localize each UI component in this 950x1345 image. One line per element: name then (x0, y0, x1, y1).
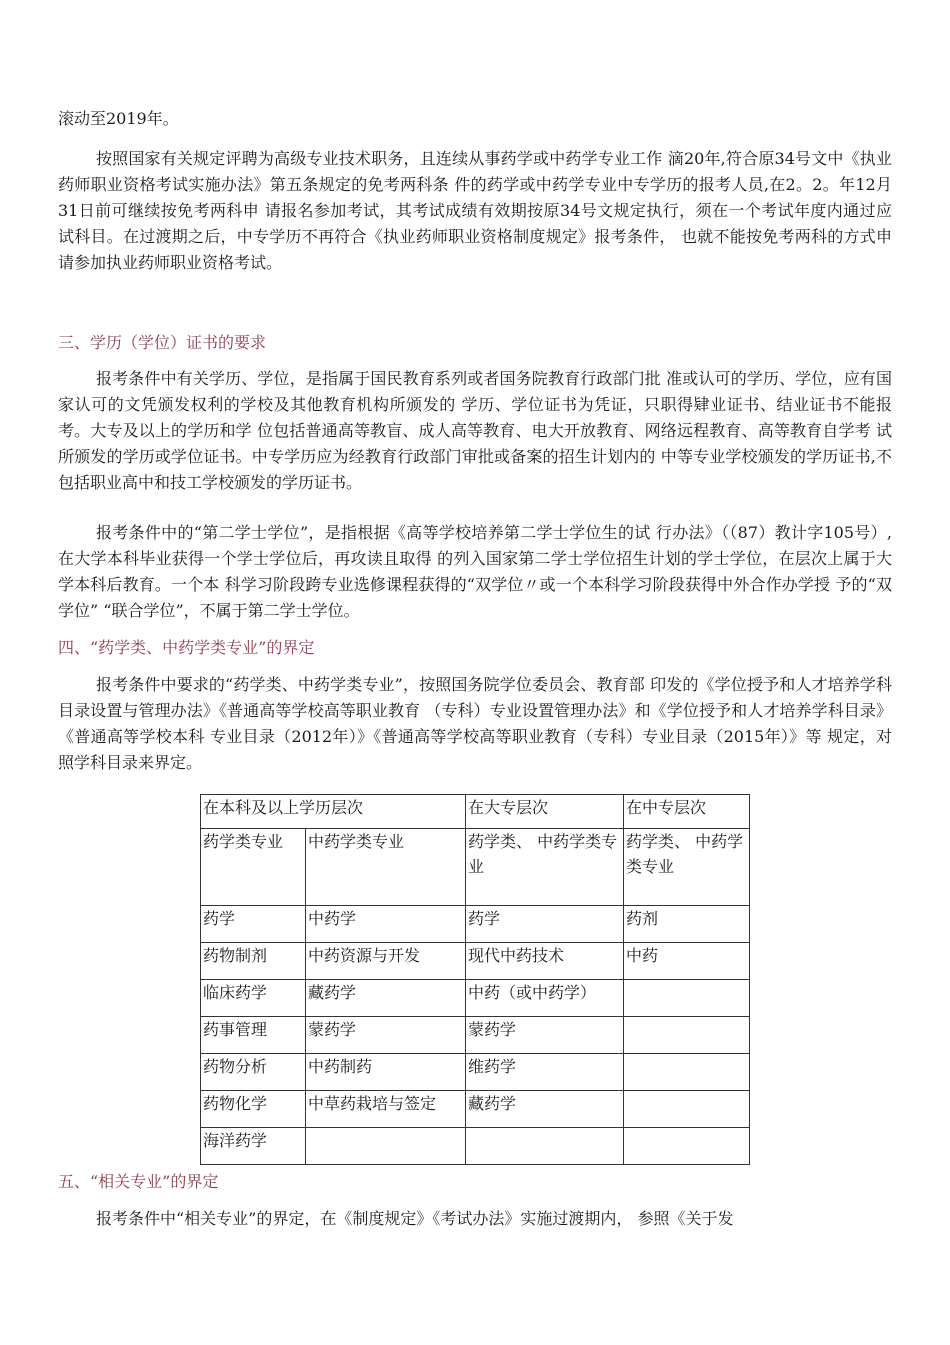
table-subheader-row (201, 829, 750, 906)
table-row (201, 980, 750, 1017)
table-cell: 中药 (624, 943, 750, 980)
subheader-cell: 中药学类专业 (306, 829, 466, 906)
table-cell: 药学 (466, 906, 624, 943)
table-cell: 维药学 (466, 1054, 624, 1091)
table-cell (306, 1128, 466, 1165)
table-cell: 药物化学 (201, 1091, 306, 1128)
subheader-cell: 药学类专业 (201, 829, 306, 906)
table-cell (624, 980, 750, 1017)
section-heading-5: 五、“相关专业”的界定 (58, 1172, 219, 1191)
table-cell: 蒙药学 (466, 1017, 624, 1054)
paragraph-continuation: 滚动至2019年。 (58, 109, 179, 128)
header-college: 在大专层次 (466, 795, 624, 829)
table-row (201, 906, 750, 943)
section-heading-3: 三、学历（学位）证书的要求 (58, 333, 267, 352)
table-cell (624, 1128, 750, 1165)
table-cell: 药剂 (624, 906, 750, 943)
subheader-cell: 药学类、 中药学类专业 (466, 829, 624, 906)
paragraph-degree-requirements: 报考条件中有关学历、学位，是指属于国民教育系列或者国务院教育行政部门批 准或认可的学历、学位，应有国家认可的文凭颁发权利的学校及其他教育机构所颁发的 学历、学位证书为凭证，只职得肄业证书、结业证书不能报考。大专及以上的学历和学 位包括普通高等教盲、成人高等教育、电大开放教育、网络远程教育、高等教育自学考 试所颁发的学历或学位证书。中专学历应为经教育行政部门审批或备案的招生计划内的 中等专业学校颁发的学历证书,不包括职业高中和技工学校颁发的学历证书。 (58, 369, 892, 492)
table-row (201, 1091, 750, 1128)
paragraph-pharmacy-majors: 报考条件中要求的“药学类、中药学类专业”，按照国务院学位委员会、教育部 印发的《学位授予和人才培养学科目录设置与管理办法》《普通高等学校高等职业教育 （专科）专业设置管理办法》和《学位授予和人才培养学科目录》《普通高等学校本科 专业目录（2012年）》《普通高等学校高等职业教育（专科）专业目录（2015年）》等 规定，对照学科目录来界定。 (58, 675, 892, 772)
majors-table (200, 794, 750, 1165)
table-cell (624, 1091, 750, 1128)
header-secondary: 在中专层次 (624, 795, 750, 829)
table-cell: 藏药学 (306, 980, 466, 1017)
section-heading-4: 四、“药学类、中药学类专业”的界定 (58, 638, 315, 657)
table-cell: 蒙药学 (306, 1017, 466, 1054)
table-cell (624, 1054, 750, 1091)
table-row (201, 1054, 750, 1091)
table-cell: 海洋药学 (201, 1128, 306, 1165)
table-cell: 藏药学 (466, 1091, 624, 1128)
table-cell: 临床药学 (201, 980, 306, 1017)
table-cell (624, 1017, 750, 1054)
table-cell: 中草药栽培与签定 (306, 1091, 466, 1128)
table-row (201, 1128, 750, 1165)
table-cell: 中药资源与开发 (306, 943, 466, 980)
table-cell: 药物制剂 (201, 943, 306, 980)
table-cell: 药学 (201, 906, 306, 943)
subheader-cell: 药学类、 中药学类专业 (624, 829, 750, 906)
table-cell: 药物分析 (201, 1054, 306, 1091)
table-cell: 中药制药 (306, 1054, 466, 1091)
paragraph-related-majors: 报考条件中“相关专业”的界定，在《制度规定》《考试办法》实施过渡期内， 参照《关于发 (96, 1209, 734, 1228)
header-undergraduate: 在本科及以上学历层次 (201, 795, 466, 829)
table-cell: 药事管理 (201, 1017, 306, 1054)
table-cell: 中药（或中药学） (466, 980, 624, 1017)
table-cell: 中药学 (306, 906, 466, 943)
paragraph-exemption-rules: 按照国家有关规定评聘为高级专业技术职务，且连续从事药学或中药学专业工作 滴20年,符合原34号文中《执业药师职业资格考试实施办法》第五条规定的免考两科条 件的药学或中药学专业中专学历的报考人员,在2。2。年12月31日前可继续按免考两科申 请报名参加考试，其考试成绩有效期按原34号文规定执行，须在一个考试年度内通过应 试科目。在过渡期之后，中专学历不再符合《执业药师职业资格制度规定》报考条件， 也就不能按免考两科的方式申请参加执业药师职业资格考试。 (58, 149, 892, 272)
table-cell: 现代中药技术 (466, 943, 624, 980)
table-header-row (201, 795, 750, 829)
table-cell (466, 1128, 624, 1165)
paragraph-second-bachelor: 报考条件中的“第二学士学位”，是指根据《高等学校培养第二学士学位生的试 行办法》（（87）教计字105号）,在大学本科毕业获得一个学士学位后，再攻读且取得 的列入国家第二学士学位招生计划的学士学位，在层次上属于大学本科后教育。一个本 科学习阶段跨专业选修课程获得的“双学位〃或一个本科学习阶段获得中外合作办学授 予的“双学位” “联合学位”，不属于第二学士学位。 (58, 523, 892, 620)
table-row (201, 1017, 750, 1054)
table-row (201, 943, 750, 980)
